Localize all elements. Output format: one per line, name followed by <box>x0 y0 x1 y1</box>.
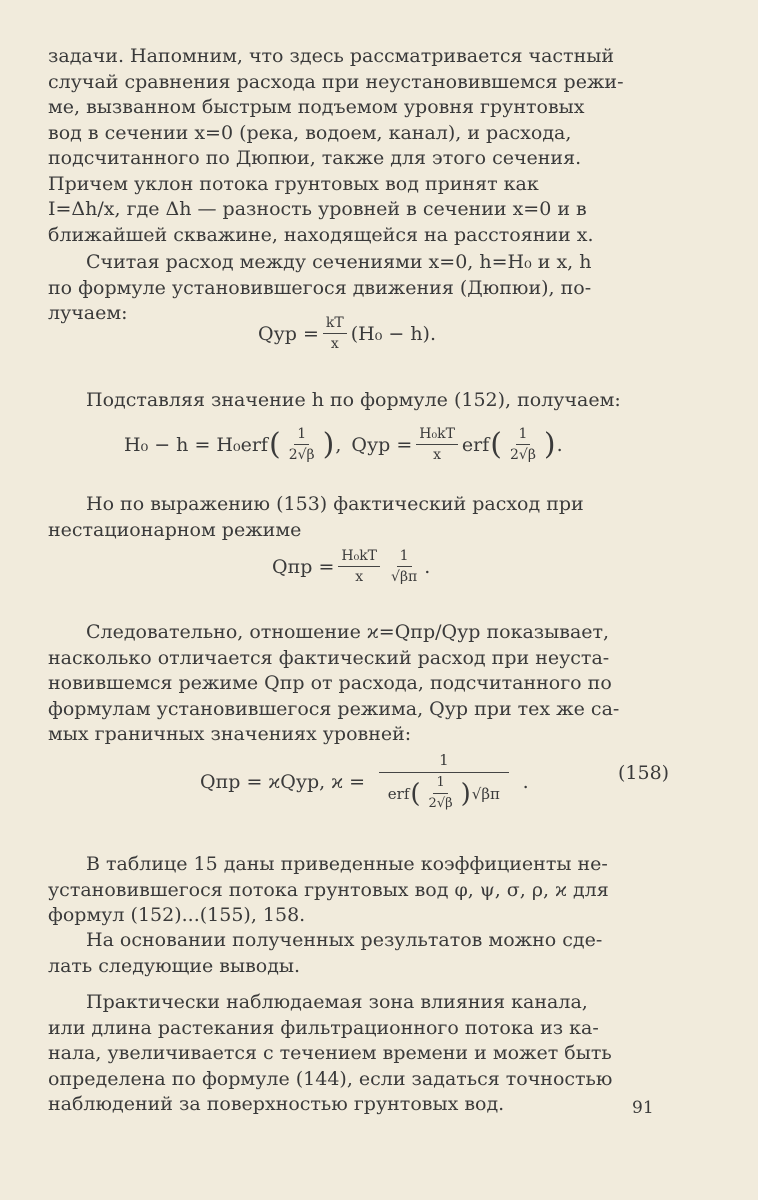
text-line: случай сравнения расхода при неустановившемся режи- <box>48 70 624 93</box>
text-line: формул (152)...(155), 158. <box>48 904 306 926</box>
erf-label: erf <box>387 784 410 803</box>
formula-lhs: Qур = <box>258 322 319 345</box>
text-line: насколько отличается фактический расход при неуста- <box>48 646 610 669</box>
formula-lhs: Qур = <box>351 433 413 456</box>
left-paren: ( <box>410 778 421 809</box>
fraction <box>379 752 509 812</box>
formula-lhs: H₀ − h = H₀erf <box>124 433 268 456</box>
text-line: мых граничных значениях уровней: <box>48 723 412 745</box>
text-line: по формуле установившегося движения (Дюпюи), по- <box>48 276 592 299</box>
text-line: нала, увеличивается с течением времени и может быть <box>48 1042 612 1064</box>
denominator: 2√β <box>510 447 536 463</box>
numerator: 1 <box>379 752 509 773</box>
fraction <box>416 426 458 463</box>
numerator: 1 <box>433 775 447 794</box>
paragraph-actual-flow <box>48 492 680 543</box>
text-line: На основании полученных результатов можно сде- <box>86 929 603 951</box>
denominator: 2√β <box>288 447 315 463</box>
text-line: лучаем: <box>48 302 128 324</box>
text-line: или длина растекания фильтрационного потока из ка- <box>48 1016 599 1039</box>
text-line: вод в сечении x=0 (река, водоем, канал), и расхода, <box>48 121 572 144</box>
text-line: ме, вызванном быстрым подъемом уровня грунтовых <box>48 96 585 118</box>
text-line: определена по формуле (144), если задаться точностью <box>48 1067 613 1090</box>
separator: , <box>335 433 342 456</box>
text-line: ближайшей скважине, находящейся на расстоянии x. <box>48 223 594 246</box>
denominator: x <box>330 336 339 352</box>
formula-rhs: (H₀ − h). <box>350 322 437 345</box>
paragraph-conclusions <box>48 928 680 979</box>
numerator: kT <box>323 315 347 334</box>
formula-erf-pair <box>124 426 563 463</box>
erf-label: erf <box>461 433 490 456</box>
text-line: Следовательно, отношение ϰ=Qпр/Qур показывает, <box>86 621 610 643</box>
denominator: 2√β <box>428 796 453 811</box>
text-line: лать следующие выводы. <box>48 954 301 977</box>
paragraph-zone <box>48 990 680 1118</box>
right-paren: ) <box>322 426 335 462</box>
page-number: 91 <box>632 1098 654 1118</box>
formula-end: . <box>522 771 529 793</box>
paragraph-intro <box>48 44 680 248</box>
denominator <box>385 773 503 812</box>
formula-q-steady <box>258 315 436 352</box>
equation-number: (158) <box>618 762 670 784</box>
formula-lhs: Qпр = ϰQур, ϰ = <box>200 771 366 793</box>
text-line: установившегося потока грунтовых вод φ, ψ, σ, ρ, ϰ для <box>48 878 609 901</box>
text-line: Практически наблюдаемая зона влияния канала, <box>86 991 588 1013</box>
fraction <box>323 315 347 352</box>
fraction <box>426 775 456 812</box>
numerator: 1 <box>397 548 412 567</box>
numerator: H₀kT <box>338 548 380 567</box>
fraction <box>286 426 318 463</box>
numerator: 1 <box>516 426 531 445</box>
text-line: наблюдений за поверхностью грунтовых вод. <box>48 1093 505 1115</box>
text-line: I=Δh/x, где Δh — разность уровней в сечении x=0 и в <box>48 198 587 220</box>
formula-q-actual <box>272 548 430 585</box>
left-paren: ( <box>490 426 502 462</box>
paragraph-substitute <box>48 388 680 414</box>
text-line: Но по выражению (153) фактический расход при <box>86 493 584 515</box>
right-paren: ) <box>460 778 471 809</box>
numerator: H₀kT <box>416 426 458 445</box>
numerator: 1 <box>294 426 309 445</box>
fraction <box>507 426 539 463</box>
text-line: Причем уклон потока грунтовых вод принят как <box>48 172 539 195</box>
denominator: x <box>433 447 442 463</box>
text-line: задачи. Напомним, что здесь рассматривается частный <box>48 45 615 67</box>
formula-lhs: Qпр = <box>272 555 335 578</box>
fraction <box>388 548 420 585</box>
formula-end: . <box>556 433 563 456</box>
formula-158 <box>200 752 529 812</box>
formula-end: . <box>424 555 431 578</box>
paragraph-ratio <box>48 620 680 748</box>
paragraph-table15 <box>48 852 680 929</box>
text-line: В таблице 15 даны приведенные коэффициенты не- <box>86 853 608 875</box>
denominator: x <box>355 569 364 585</box>
text-line: Считая расход между сечениями x=0, h=H₀ и x, h <box>86 251 592 273</box>
text-line: подсчитанного по Дюпюи, также для этого сечения. <box>48 147 582 169</box>
sqrt-term: √βπ <box>471 784 500 803</box>
text-line: нестационарном режиме <box>48 518 302 541</box>
text-line: новившемся режиме Qпр от расхода, подсчитанного по <box>48 672 612 694</box>
right-paren: ) <box>543 426 556 462</box>
text-line: формулам установившегося режима, Qур при тех же са- <box>48 697 620 720</box>
fraction <box>338 548 380 585</box>
text-line: Подставляя значение h по формуле (152), получаем: <box>86 389 621 411</box>
denominator: √βπ <box>391 569 418 585</box>
left-paren: ( <box>268 426 281 462</box>
